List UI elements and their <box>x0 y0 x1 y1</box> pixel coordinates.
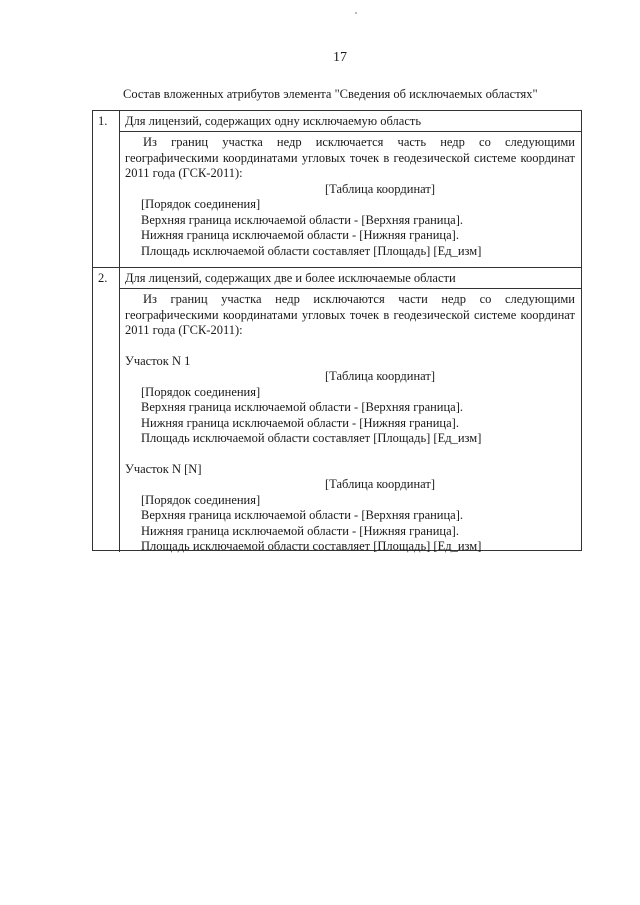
row-number-cell <box>93 268 120 552</box>
upper-boundary-line: Верхняя граница исключаемой области - [Верхняя граница]. <box>141 212 464 227</box>
lower-boundary-line: Нижняя граница исключаемой области - [Нижняя граница]. <box>141 415 459 430</box>
area-line: Площадь исключаемой области составляет [Площадь] [Ед_изм] <box>141 539 482 553</box>
document-heading: Состав вложенных атрибутов элемента "Сведения об исключаемых областях" <box>123 87 538 101</box>
coordinates-table-placeholder: [Таблица координат] <box>325 181 435 196</box>
row-content-cell <box>120 288 581 552</box>
row-title: Для лицензий, содержащих одну исключаемую область <box>125 114 422 128</box>
row-content <box>125 135 575 259</box>
row-number: 2. <box>98 271 108 285</box>
connection-order-line: [Порядок соединения] <box>141 492 261 507</box>
intro-paragraph: Из границ участка недр исключается часть недр со следующими географическими координатами угловых точек в геодезической системе координат 2011 года (ГСК-2011): <box>125 135 575 180</box>
intro-paragraph: Из границ участка недр исключаются части недр со следующими географическими координатами угловых точек в геодезической системе координат 2011 года (ГСК-2011): <box>125 292 575 337</box>
scan-speck <box>355 12 357 14</box>
section-label: Участок N [N] <box>125 461 202 476</box>
row-content <box>125 292 575 555</box>
area-line: Площадь исключаемой области составляет [Площадь] [Ед_изм] <box>141 243 482 258</box>
upper-boundary-line: Верхняя граница исключаемой области - [Верхняя граница]. <box>141 508 464 522</box>
lower-boundary-line: Нижняя граница исключаемой области - [Нижняя граница]. <box>141 523 459 538</box>
attributes-table <box>92 110 582 551</box>
coordinates-table-placeholder: [Таблица координат] <box>325 369 435 383</box>
spacer <box>125 447 575 462</box>
page-number: 17 <box>333 50 347 65</box>
lower-boundary-line: Нижняя граница исключаемой области - [Нижняя граница]. <box>141 228 459 242</box>
connection-order-line: [Порядок соединения] <box>141 197 261 211</box>
connection-order-line: [Порядок соединения] <box>141 384 261 399</box>
row-number: 1. <box>98 114 108 128</box>
row-number-cell <box>93 111 120 267</box>
table-row <box>93 267 581 552</box>
row-title: Для лицензий, содержащих две и более исключаемые области <box>125 271 456 285</box>
spacer <box>125 339 575 354</box>
area-line: Площадь исключаемой области составляет [Площадь] [Ед_изм] <box>141 431 482 445</box>
section-label: Участок N 1 <box>125 353 191 368</box>
upper-boundary-line: Верхняя граница исключаемой области - [Верхняя граница]. <box>141 400 464 414</box>
coordinates-table-placeholder: [Таблица координат] <box>325 477 435 491</box>
row-content-cell <box>120 131 581 267</box>
table-row <box>93 111 581 267</box>
